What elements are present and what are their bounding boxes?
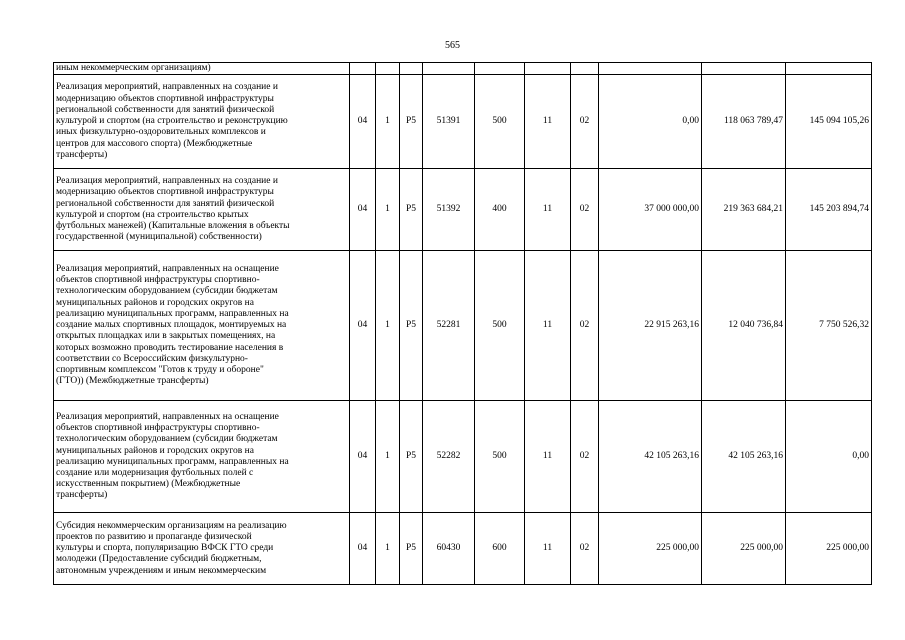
row-description (54, 63, 350, 75)
program-code-cell: 1 (376, 401, 400, 513)
description-line: модернизацию объектов спортивной инфраструктуры (56, 93, 274, 104)
expense-type-code-cell (525, 63, 571, 75)
row-description (54, 513, 350, 585)
subprogram-code-cell: P5 (400, 401, 423, 513)
table-row (54, 169, 872, 251)
description-line: трансферты) (56, 149, 108, 160)
description-line: искусственным покрытием) (Межбюджетные (56, 479, 241, 490)
description-line: модернизацию объектов спортивной инфраструктуры (56, 187, 274, 198)
page-number: 565 (445, 40, 460, 51)
description-line: культурой и спортом (на строительство крытых (56, 209, 249, 220)
description-line: объектов спортивной инфраструктуры спортивно- (56, 423, 260, 434)
amount-year-3-cell: 145 203 894,74 (786, 169, 872, 251)
amount-year-1-cell: 225 000,00 (599, 513, 702, 585)
description-line: технологическим оборудованием (субсидии бюджетам (56, 286, 278, 297)
description-line: культуры и спорта, популяризацию ВФСК ГТО среди (56, 543, 274, 554)
detail-code-cell: 400 (475, 169, 525, 251)
description-line: иных физкультурно-оздоровительных комплексов и (56, 127, 266, 138)
section-code-cell: 04 (350, 169, 376, 251)
amount-year-2-cell: 118 063 789,47 (702, 75, 786, 169)
amount-year-2-cell: 12 040 736,84 (702, 251, 786, 401)
subsection-code-cell: 02 (571, 513, 599, 585)
description-line: открытых площадках или в закрытых помещениях, на (56, 331, 276, 342)
table-row (54, 513, 872, 585)
description-line: Реализация мероприятий, направленных на оснащение (56, 264, 279, 275)
description-line: создание малых спортивных площадок, монтируемых на (56, 320, 287, 331)
description-line: Реализация мероприятий, направленных на создание и (56, 176, 278, 187)
detail-code-cell (475, 63, 525, 75)
description-line: иным некоммерческим организациям) (56, 63, 211, 73)
description-line: объектов спортивной инфраструктуры спортивно- (56, 275, 260, 286)
description-line: реализацию муниципальных программ, направленных на (56, 308, 289, 319)
description-line: трансферты) (56, 490, 108, 501)
target-code-cell: 52282 (423, 401, 475, 513)
description-line: Реализация мероприятий, направленных на создание и (56, 82, 278, 93)
section-code-cell: 04 (350, 513, 376, 585)
description-line: футбольных манежей) (Капитальные вложения в объекты (56, 220, 290, 231)
description-line: создание или модернизация футбольных полей с (56, 467, 254, 478)
subsection-code-cell: 02 (571, 401, 599, 513)
subprogram-code-cell: P5 (400, 169, 423, 251)
section-code-cell: 04 (350, 75, 376, 169)
description-line: которых возможно проводить тестирование населения в (56, 342, 284, 353)
amount-year-1-cell: 22 915 263,16 (599, 251, 702, 401)
subprogram-code-cell: P5 (400, 75, 423, 169)
section-code-cell (350, 63, 376, 75)
target-code-cell: 60430 (423, 513, 475, 585)
section-code-cell: 04 (350, 401, 376, 513)
description-line: Субсидия некоммерческим организациям на реализацию (56, 520, 287, 531)
expense-type-code-cell: 11 (525, 401, 571, 513)
table-row (54, 63, 872, 75)
section-code-cell: 04 (350, 251, 376, 401)
target-code-cell: 51392 (423, 169, 475, 251)
row-description (54, 169, 350, 251)
description-line: (ГТО)) (Межбюджетные трансферты) (56, 376, 209, 387)
description-line: проектов по развитию и пропаганде физической (56, 531, 252, 542)
amount-year-2-cell: 219 363 684,21 (702, 169, 786, 251)
amount-year-2-cell: 225 000,00 (702, 513, 786, 585)
detail-code-cell: 600 (475, 513, 525, 585)
description-line: муниципальных районов и городских округов на (56, 297, 254, 308)
amount-year-1-cell: 42 105 263,16 (599, 401, 702, 513)
target-code-cell: 51391 (423, 75, 475, 169)
description-line: технологическим оборудованием (субсидии бюджетам (56, 434, 278, 445)
description-line: соответствии со Всероссийским физкультурно- (56, 353, 248, 364)
amount-year-2-cell: 42 105 263,16 (702, 401, 786, 513)
subsection-code-cell: 02 (571, 75, 599, 169)
program-code-cell: 1 (376, 75, 400, 169)
target-code-cell: 52281 (423, 251, 475, 401)
description-line: реализацию муниципальных программ, направленных на (56, 456, 289, 467)
detail-code-cell: 500 (475, 401, 525, 513)
detail-code-cell: 500 (475, 251, 525, 401)
amount-year-3-cell: 0,00 (786, 401, 872, 513)
amount-year-3-cell: 225 000,00 (786, 513, 872, 585)
subprogram-code-cell: P5 (400, 513, 423, 585)
description-line: спортивным комплексом "Готов к труду и обороне" (56, 364, 264, 375)
program-code-cell (376, 63, 400, 75)
description-line: центров для массового спорта) (Межбюджетные (56, 138, 253, 149)
table-row (54, 251, 872, 401)
subsection-code-cell (571, 63, 599, 75)
table-row (54, 401, 872, 513)
program-code-cell: 1 (376, 513, 400, 585)
description-line: культурой и спортом (на строительство и реконструкцию (56, 116, 288, 127)
amount-year-1-cell: 37 000 000,00 (599, 169, 702, 251)
subsection-code-cell: 02 (571, 251, 599, 401)
amount-year-3-cell (786, 63, 872, 75)
expense-type-code-cell: 11 (525, 75, 571, 169)
row-description (54, 251, 350, 401)
program-code-cell: 1 (376, 169, 400, 251)
amount-year-2-cell (702, 63, 786, 75)
description-line: государственной (муниципальной) собственности) (56, 232, 262, 243)
target-code-cell (423, 63, 475, 75)
expense-type-code-cell: 11 (525, 251, 571, 401)
subprogram-code-cell (400, 63, 423, 75)
detail-code-cell: 500 (475, 75, 525, 169)
description-line: Реализация мероприятий, направленных на оснащение (56, 411, 279, 422)
table-body (54, 63, 872, 585)
amount-year-1-cell: 0,00 (599, 75, 702, 169)
row-description (54, 75, 350, 169)
description-line: автономным учреждениям и иным некоммерческим (56, 565, 267, 576)
subprogram-code-cell: P5 (400, 251, 423, 401)
description-line: муниципальных районов и городских округов на (56, 445, 254, 456)
subsection-code-cell: 02 (571, 169, 599, 251)
description-line: молодежи (Предоставление субсидий бюджетным, (56, 554, 262, 565)
row-description (54, 401, 350, 513)
amount-year-1-cell (599, 63, 702, 75)
table-row (54, 75, 872, 169)
expense-type-code-cell: 11 (525, 169, 571, 251)
amount-year-3-cell: 145 094 105,26 (786, 75, 872, 169)
budget-table (53, 62, 872, 585)
amount-year-3-cell: 7 750 526,32 (786, 251, 872, 401)
description-line: региональной собственности для занятий физической (56, 198, 275, 209)
program-code-cell: 1 (376, 251, 400, 401)
expense-type-code-cell: 11 (525, 513, 571, 585)
description-line: региональной собственности для занятий физической (56, 104, 275, 115)
